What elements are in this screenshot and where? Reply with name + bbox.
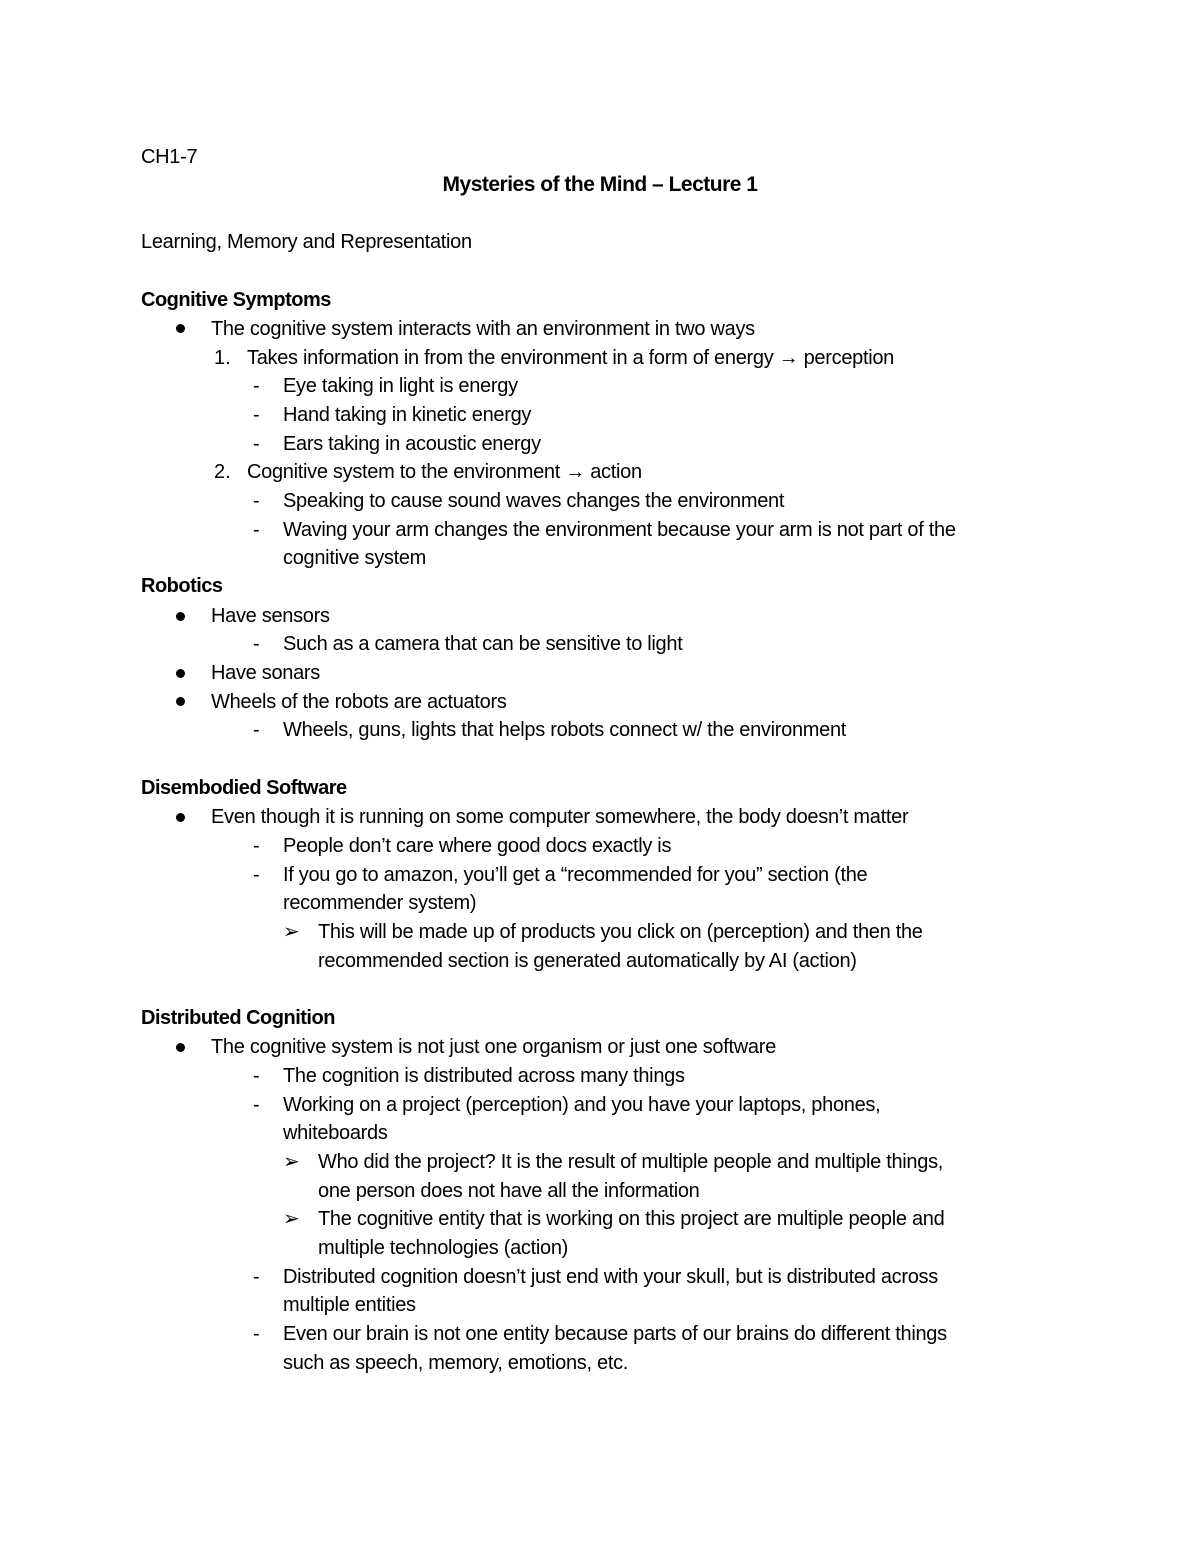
dash-icon: - [253,375,260,397]
list-number: 1. [214,347,231,369]
list-item: Wheels of the robots are actuators [211,691,507,713]
dash-icon: - [253,433,260,455]
dash-icon: - [253,1065,260,1087]
list-item-continuation: such as speech, memory, emotions, etc. [283,1352,629,1374]
dash-icon: - [253,835,260,857]
list-item: Working on a project (perception) and you have your laptops, phones, [283,1094,881,1116]
section-heading: Robotics [141,575,223,597]
dash-icon: - [253,519,260,541]
arrow-bullet-icon: ➢ [283,1151,300,1173]
list-item: The cognition is distributed across many things [283,1065,685,1087]
bullet-icon [176,612,185,621]
list-item: The cognitive entity that is working on this project are multiple people and [318,1208,945,1230]
list-item: Have sonars [211,662,320,684]
list-item: Wheels, guns, lights that helps robots connect w/ the environment [283,719,847,741]
doc-header: CH1-7 [141,146,198,168]
bullet-icon [176,697,185,706]
list-item-continuation: whiteboards [283,1122,388,1144]
arrow-bullet-icon: ➢ [283,921,300,943]
bullet-icon [176,1043,185,1052]
list-item: Hand taking in kinetic energy [283,404,532,426]
dash-icon: - [253,1323,260,1345]
list-item: The cognitive system interacts with an environment in two ways [211,318,755,340]
list-item: Have sensors [211,605,330,627]
list-item: Even though it is running on some computer somewhere, the body doesn’t matter [211,806,909,828]
list-item-continuation: recommended section is generated automatically by AI (action) [318,950,857,972]
page-title: Mysteries of the Mind – Lecture 1 [442,173,758,196]
list-item: The cognitive system is not just one organism or just one software [211,1036,776,1058]
dash-icon: - [253,719,260,741]
doc-subtitle: Learning, Memory and Representation [141,231,472,253]
list-item: Takes information in from the environment in a form of energy → perception [247,347,895,369]
list-number: 2. [214,461,231,483]
list-item-continuation: recommender system) [283,892,477,914]
list-item: Ears taking in acoustic energy [283,433,541,455]
dash-icon: - [253,864,260,886]
list-item: Distributed cognition doesn’t just end with your skull, but is distributed across [283,1266,938,1288]
dash-icon: - [253,1094,260,1116]
list-item: Such as a camera that can be sensitive to light [283,633,683,655]
list-item: Eye taking in light is energy [283,375,518,397]
bullet-icon [176,324,185,333]
arrow-bullet-icon: ➢ [283,1208,300,1230]
bullet-icon [176,669,185,678]
list-item: Cognitive system to the environment → action [247,461,642,483]
dash-icon: - [253,1266,260,1288]
bullet-icon [176,813,185,822]
list-item: Even our brain is not one entity because parts of our brains do different things [283,1323,947,1345]
list-item: This will be made up of products you click on (perception) and then the [318,921,923,943]
list-item-continuation: one person does not have all the information [318,1180,700,1202]
list-item-continuation: multiple entities [283,1294,416,1316]
dash-icon: - [253,490,260,512]
dash-icon: - [253,633,260,655]
list-item-continuation: cognitive system [283,547,427,569]
list-item: People don’t care where good docs exactly is [283,835,672,857]
list-item: If you go to amazon, you’ll get a “recommended for you” section (the [283,864,868,886]
list-item-continuation: multiple technologies (action) [318,1237,569,1259]
list-item: Speaking to cause sound waves changes the environment [283,490,785,512]
section-heading: Distributed Cognition [141,1007,335,1029]
dash-icon: - [253,404,260,426]
list-item: Waving your arm changes the environment because your arm is not part of the [283,519,956,541]
section-heading: Cognitive Symptoms [141,289,331,311]
list-item: Who did the project? It is the result of multiple people and multiple things, [318,1151,944,1173]
section-heading: Disembodied Software [141,777,347,799]
